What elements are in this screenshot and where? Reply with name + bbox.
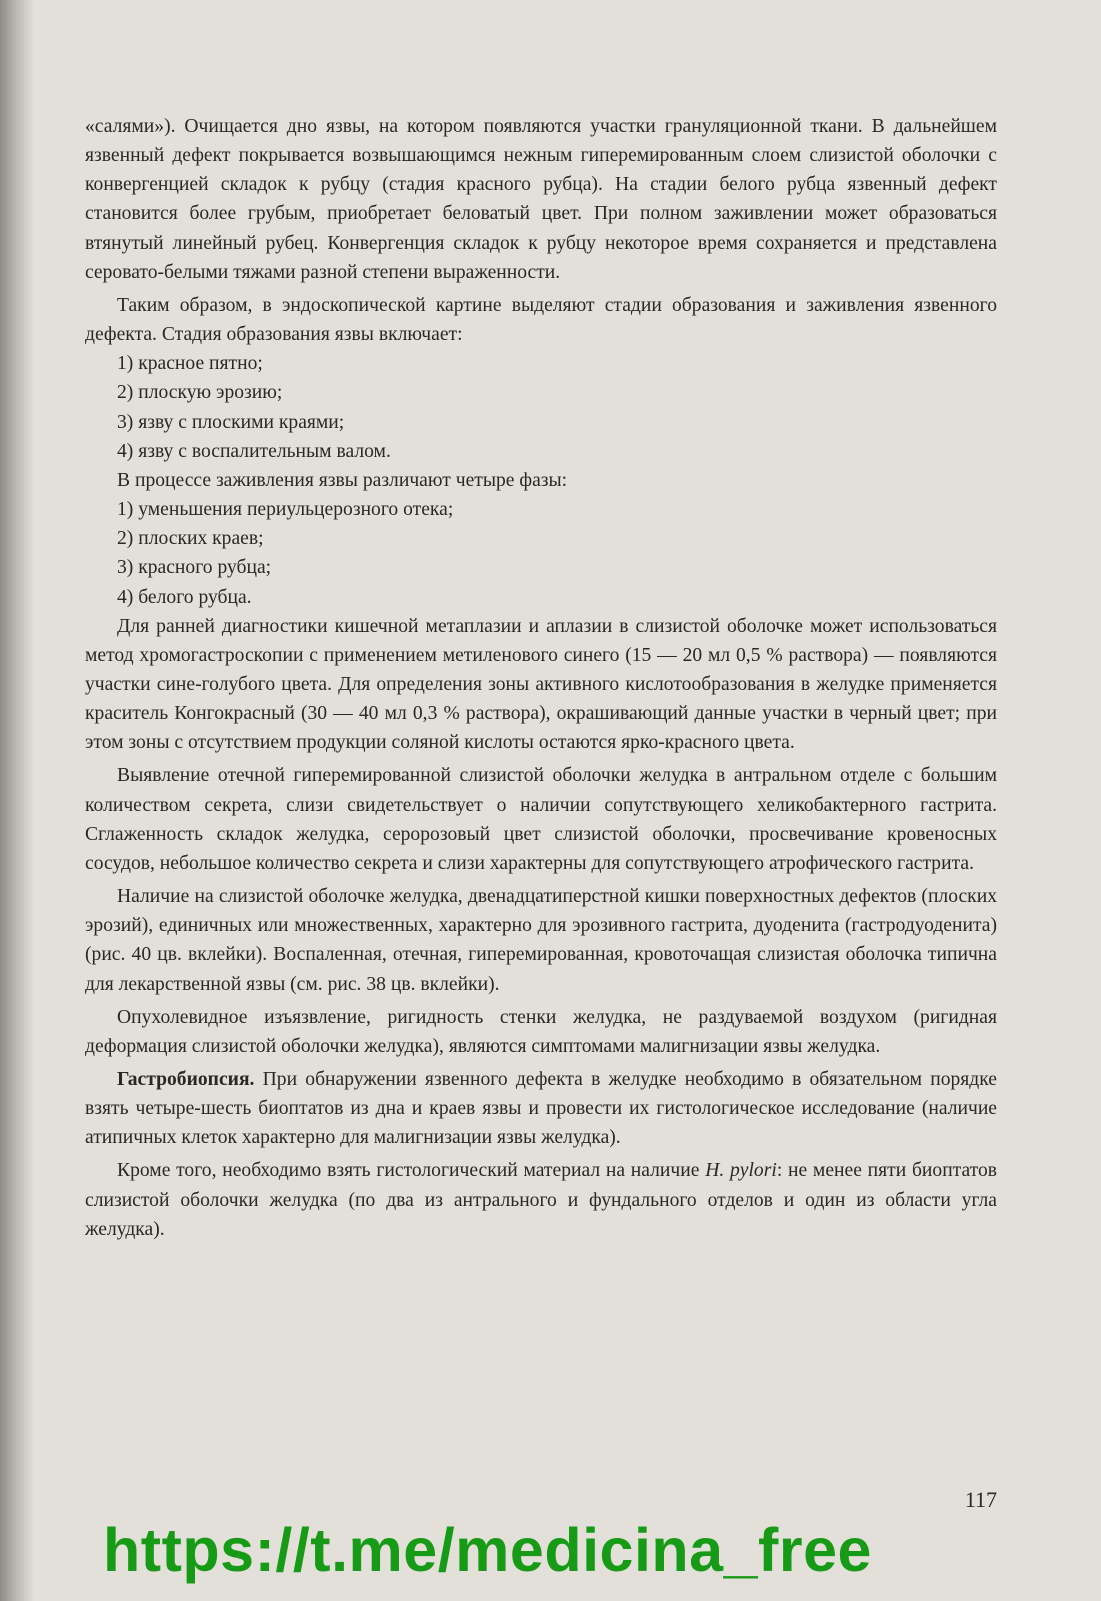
formation-stage-list [85,349,997,466]
list-item: 4) язву с воспалительным валом. [117,440,391,462]
species-name: H. pylori [705,1160,777,1182]
healing-phase-list [85,495,997,612]
paragraph-text: : не менее пяти биоптатов слизистой оболочки желудка (по два из антрального и фундального отделов и один из области угла желудка). [85,1160,998,1240]
paragraph-gastrobiopsy [85,1065,997,1152]
list-item: 4) белого рубца. [117,586,252,608]
list-item: 3) язву с плоскими краями; [117,411,345,433]
page-number: 117 [964,1487,997,1512]
run-in-heading: Гастробиопсия. [117,1069,255,1090]
paragraph-text: Кроме того, необходимо взять гистологический материал на наличие [117,1160,706,1182]
paragraph-h-pylori [85,1156,997,1243]
paragraph-helicobacter-gastritis: Выявление отечной гиперемированной слизистой оболочки желудка в антральном отделе с большим количеством секрета, слизи свидетельствует о наличии сопутствующего хеликобактерного гастрита. Сглаженность складок желудка, серорозовый цвет слизистой оболочки, просвечивание кровеносных сосудов, небольшое количество секрета и слизи характерны для сопутствующего атрофического гастрита. [85,765,997,874]
paragraph-chromogastroscopy: Для ранней диагностики кишечной метаплазии и аплазии в слизистой оболочке может использоваться метод хромогастроскопии с применением метиленового синего (15 — 20 мл 0,5 % раствора) — появляются участки сине-голубого цвета. Для определения зоны активного кислотообразования в желудке применяется краситель Конгокрасный (30 — 40 мл 0,3 % раствора), окрашивающий данные участки в черный цвет; при этом зоны с отсутствием продукции соляной кислоты остаются ярко-красного цвета. [85,615,997,754]
paragraph-endoscopic-stages: Таким образом, в эндоскопической картине выделяют стадии образования и заживления язвенного дефекта. Стадия образования язвы включает: [85,294,997,346]
paragraph-text: При обнаружении язвенного дефекта в желудке необходимо в обязательном порядке взять четыре-шесть биоптатов из дна и краев язвы и провести их гистологическое исследование (наличие атипичных клеток характерно для малигнизации язвы желудка). [85,1069,997,1149]
list-item: 2) плоскую эрозию; [117,382,283,404]
list-item: 1) красное пятно; [117,353,263,375]
paragraph-erosive-gastritis: Наличие на слизистой оболочке желудка, двенадцатиперстной кишки поверхностных дефектов (плоских эрозий), единичных или множественных, характерно для эрозивного гастрита, дуоденита (гастродуоденита) (рис. 40 цв. вклейки). Воспаленная, отечная, гиперемированная, кровоточащая слизистая оболочка типична для лекарственной язвы (см. рис. 38 цв. вклейки). [85,886,997,995]
paragraph-malignization: Опухолевидное изъязвление, ригидность стенки желудка, не раздуваемой воздухом (ригидная деформация слизистой оболочки желудка), являются симптомами малигнизации язвы желудка. [85,1006,997,1057]
list-item: 1) уменьшения периульцерозного отека; [117,499,454,521]
scan-binding-shadow [0,0,34,1601]
list-item: 3) красного рубца; [117,557,272,579]
paragraph-ulcer-healing: «салями»). Очищается дно язвы, на котором появляются участки грануляционной ткани. В дальнейшем язвенный дефект покрывается возвышающимся нежным гиперемированным слоем слизистой оболочки с конвергенцией складок к рубцу (стадия красного рубца). На стадии белого рубца язвенный дефект становится более грубым, приобретает беловатый цвет. При полном заживлении может образоваться втянутый линейный рубец. Конвергенция складок к рубцу некоторое время сохраняется и представлена серовато-белыми тяжами разной степени выраженности. [85,116,997,283]
watermark-link: https://t.me/medicina_free [103,1516,872,1584]
page-body [85,112,997,1244]
list-item: 2) плоских краев; [117,528,264,550]
paragraph-healing-phases: В процессе заживления язвы различают четыре фазы: [117,469,568,491]
